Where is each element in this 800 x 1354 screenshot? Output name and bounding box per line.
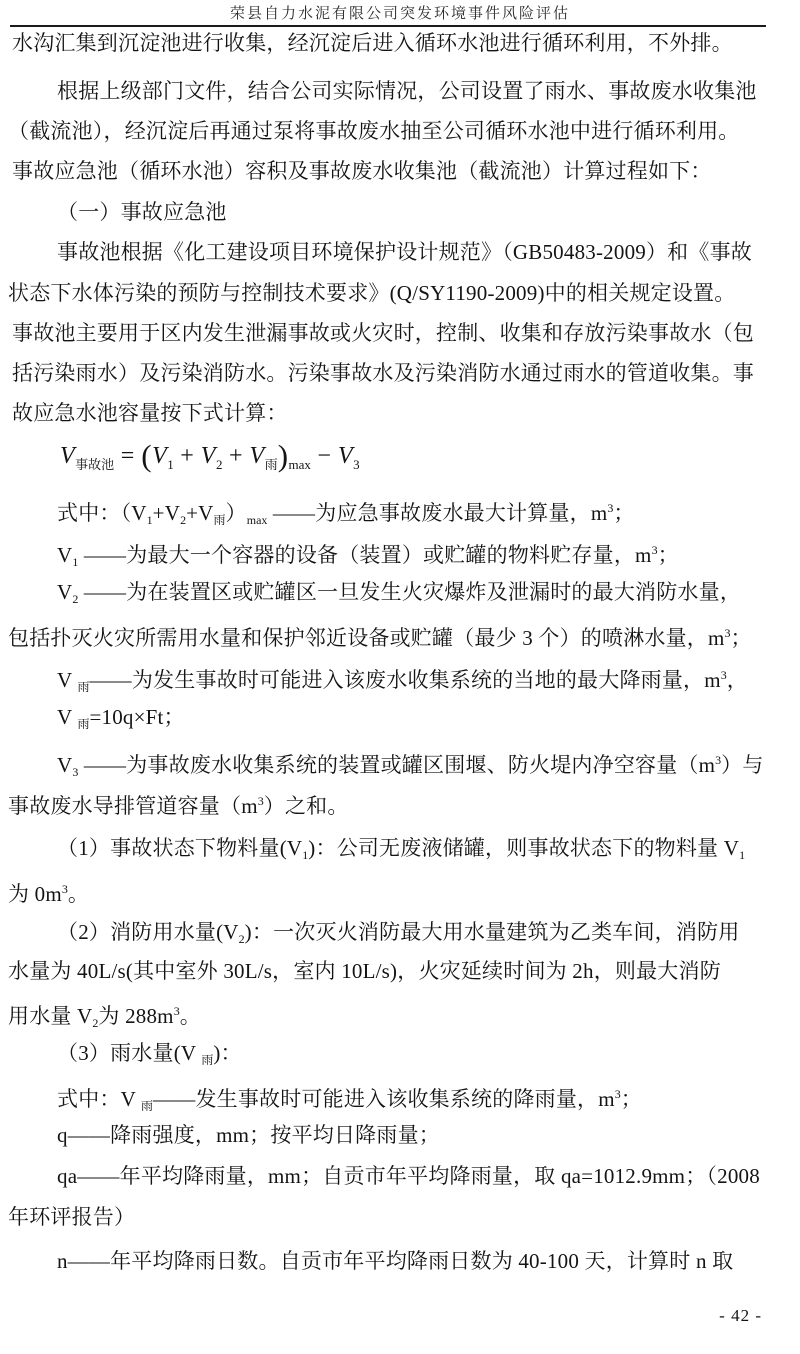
text-run: 水沟汇集到沉淀池进行收集，经沉淀后进入循环水池进行循环利用，不外排。: [12, 31, 733, 55]
text-run: （一）事故应急池: [57, 200, 227, 224]
subscript-run: 3: [72, 765, 79, 779]
text-run: +: [173, 443, 201, 469]
superscript-run: 3: [720, 668, 727, 682]
text-run: V: [152, 443, 168, 469]
text-run: ）之和。: [263, 794, 349, 818]
text-line: [57, 662, 748, 700]
formula-line: [60, 438, 360, 478]
text-run: +: [222, 443, 250, 469]
text-run: ——为发生事故时可能进入该废水收集系统的当地的最大降雨量，m: [89, 668, 721, 692]
subscript-run: 1: [72, 555, 79, 569]
text-line: [57, 579, 741, 612]
text-run: 状态下水体污染的预防与控制技术要求》(Q/SY1190-2009)中的相关规定设置。: [8, 281, 736, 305]
text-run: ；: [657, 543, 679, 567]
subscript-run: 雨: [77, 717, 90, 731]
text-line: [57, 199, 227, 225]
text-line: [8, 998, 201, 1036]
text-line: [8, 788, 349, 819]
text-run: 为 0m: [8, 882, 62, 906]
superscript-run: 3: [607, 501, 614, 515]
text-run: =10q×Ft；: [89, 705, 185, 729]
text-run: （1）事故状态下物料量(V: [57, 836, 303, 860]
text-run: 为 288m: [98, 1004, 174, 1028]
text-run: ）与: [721, 753, 764, 777]
text-line: [8, 620, 752, 651]
text-run: 式中：（V: [57, 501, 147, 525]
text-line: [8, 1204, 135, 1230]
text-run: V: [57, 753, 73, 777]
subscript-run: 2: [92, 1016, 99, 1030]
text-run: ——为事故废水收集系统的装置或罐区围堰、防火堤内净空容量（m: [78, 753, 716, 777]
text-line: [57, 537, 679, 575]
text-line: [57, 1248, 733, 1274]
text-run: +V: [186, 501, 214, 525]
superscript-run: 3: [257, 794, 264, 808]
text-line: [57, 919, 739, 952]
text-line: [57, 1081, 642, 1119]
text-line: [57, 78, 757, 104]
text-line: [12, 320, 754, 346]
text-run: 事故应急池（循环水池）容积及事故废水收集池（截流池）计算过程如下：: [12, 159, 712, 183]
text-run: V: [200, 443, 216, 469]
text-run: 年环评报告）: [8, 1205, 136, 1229]
superscript-run: 3: [61, 882, 68, 896]
text-run: )：一次灭火消防最大用水量建筑为乙类车间，消防用: [244, 920, 740, 944]
text-line: [57, 704, 185, 737]
text-run: 事故废水导排管道容量（m: [8, 794, 258, 818]
text-run: −: [310, 443, 338, 469]
text-run: V: [249, 443, 265, 469]
text-run: ——为最大一个容器的设备（装置）或贮罐的物料贮存量，m: [78, 543, 652, 567]
text-run: 括污染雨水）及污染消防水。污染事故水及污染消防水通过雨水的管道收集。事: [12, 361, 754, 385]
text-run: （截流池），经沉淀后再通过泵将事故废水抽至公司循环水池中进行循环利用。: [8, 119, 740, 143]
text-run: 式中：V: [57, 1087, 142, 1111]
text-line: [57, 239, 752, 265]
text-line: [8, 876, 89, 907]
text-run: ）: [225, 501, 247, 525]
superscript-run: 3: [724, 626, 731, 640]
text-run: （2）消防用水量(V: [57, 920, 239, 944]
page-number: - 42 -: [719, 1306, 762, 1325]
subscript-run: 1: [739, 848, 746, 862]
text-run: 事故池根据《化工建设项目环境保护设计规范》（GB50483-2009）和《事故: [57, 240, 752, 264]
text-run: ，: [726, 668, 748, 692]
subscript-run: 1: [302, 848, 309, 862]
subscript-run: max: [246, 513, 268, 527]
subscript-run: 2: [180, 513, 187, 527]
subscript-run: 3: [353, 457, 360, 472]
text-line: [57, 835, 745, 868]
text-run: )：: [213, 1041, 242, 1065]
text-run: 水量为 40L/s(其中室外 30L/s，室内 10L/s)，火灾延续时间为 2h，则最大消防: [8, 959, 721, 983]
text-run: 根据上级部门文件，结合公司实际情况，公司设置了雨水、事故废水收集池: [57, 79, 757, 103]
text-run: qa——年平均降雨量，mm；自贡市年平均降雨量，取 qa=1012.9mm；（2008: [57, 1164, 760, 1188]
text-run: +V: [152, 501, 181, 525]
text-run: )：公司无废液储罐，则事故状态下的物料量 V: [308, 836, 740, 860]
superscript-run: 3: [651, 543, 658, 557]
text-line: [12, 158, 712, 184]
text-run: V: [57, 580, 73, 604]
text-line: [8, 118, 740, 144]
text-run: 事故池主要用于区内发生泄漏事故或火灾时，控制、收集和存放污染事故水（包: [12, 321, 754, 345]
text-line: [12, 30, 733, 56]
text-run: 。: [67, 882, 90, 906]
text-line: [8, 958, 721, 984]
text-run: V: [337, 443, 354, 469]
header-divider: [10, 25, 766, 27]
subscript-run: 2: [238, 932, 245, 946]
page-header-title: 荣县自力水泥有限公司突发环境事件风险评估: [229, 6, 570, 22]
superscript-run: 3: [715, 753, 722, 767]
superscript-run: 3: [173, 1004, 180, 1018]
subscript-run: max: [288, 457, 311, 472]
subscript-run: 事故池: [75, 457, 115, 472]
subscript-run: 雨: [201, 1053, 214, 1067]
text-run: 故应急水池容量按下式计算：: [12, 401, 288, 425]
text-run: V: [57, 668, 78, 692]
text-line: [12, 400, 288, 426]
text-line: [57, 495, 635, 533]
text-run: V: [57, 705, 78, 729]
text-run: 。: [179, 1004, 201, 1028]
text-run: ；: [730, 626, 752, 650]
text-run: n——年平均降雨日数。自贡市年平均降雨日数为 40-100 天，计算时 n 取: [57, 1249, 734, 1273]
text-run: (: [141, 438, 153, 473]
text-run: =: [114, 443, 142, 469]
text-line: [57, 1040, 242, 1073]
text-run: ——为在装置区或贮罐区一旦发生火灾爆炸及泄漏时的最大消防水量，: [78, 580, 742, 604]
text-run: 包括扑灭火灾所需用水量和保护邻近设备或贮罐（最少 3 个）的喷淋水量，m: [8, 626, 725, 650]
subscript-run: 2: [72, 592, 79, 606]
subscript-run: 雨: [213, 513, 226, 527]
subscript-run: 雨: [141, 1099, 154, 1113]
text-line: [57, 1163, 760, 1189]
subscript-run: 1: [146, 513, 153, 527]
text-run: V: [60, 443, 76, 469]
text-run: ；: [620, 1087, 642, 1111]
text-run: ；: [613, 501, 635, 525]
subscript-run: 2: [215, 457, 223, 472]
text-line: [57, 1122, 440, 1148]
text-line: [8, 280, 735, 306]
subscript-run: 雨: [264, 457, 278, 472]
subscript-run: 雨: [77, 680, 90, 694]
subscript-run: 1: [167, 457, 174, 472]
text-line: [57, 747, 764, 785]
text-run: （3）雨水量(V: [57, 1041, 202, 1065]
text-line: [12, 360, 754, 386]
text-run: ——发生事故时可能进入该收集系统的降雨量，m: [153, 1087, 615, 1111]
superscript-run: 3: [614, 1087, 621, 1101]
text-run: 用水量 V: [8, 1004, 93, 1028]
text-run: ——为应急事故废水最大计算量，m: [267, 501, 608, 525]
text-run: ): [277, 438, 289, 473]
text-run: q——降雨强度，mm；按平均日降雨量；: [57, 1123, 440, 1147]
text-run: V: [57, 543, 73, 567]
